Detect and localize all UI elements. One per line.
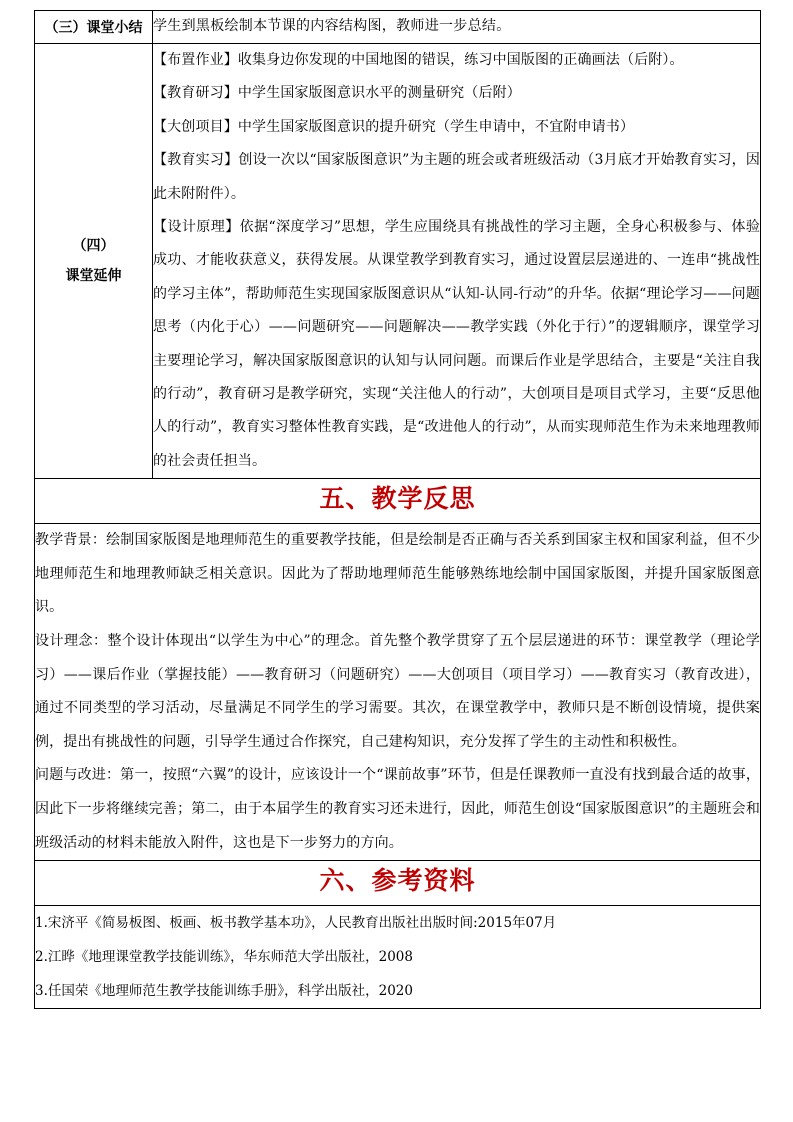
summary-text: 学生到黑板绘制本节课的内容结构图，教师进一步总结。 bbox=[153, 11, 761, 44]
document-page bbox=[34, 10, 760, 1009]
lesson-plan-table bbox=[34, 10, 761, 1009]
reference-item: 2.江晔《地理课堂教学技能训练》，华东师范大学出版社，2008 bbox=[35, 949, 413, 966]
reflection-row bbox=[35, 524, 761, 861]
extension-design-principle: 【设计原理】依据“深度学习”思想，学生应围绕具有挑战性的学习主题，全身心积极参与、体验成功、才能收获意义，获得发展。从课堂教学到教育实习，通过设置层层递进的、一连串“挑战性的学习主体”，帮助师范生实现国家版图意识从“认知-认同-行动”的升华。依据“理论学习——问题思考（内化于心）——问题研究——问题解决——教学实践（外化于行）”的逻辑顺序，课堂学习主要理论学习，解决国家版图意识的认知与认同问题。而课后作业是学思结合，主要是“关注自我的行动”，教育研习是教学研究，实现“关注他人的行动”，大创项目是项目式学习，主要“反思他人的行动”，教育实习整体性教育实践，是“改进他人的行动”，从而实现师范生作为未来地理教师的社会责任担当。 bbox=[153, 219, 760, 469]
reflection-background: 教学背景：绘制国家版图是地理师范生的重要教学技能，但是绘制是否正确与否关系到国家主权和国家利益，但不少地理师范生和地理教师缺乏相关意识。因此为了帮助地理师范生能够熟练地绘制中国国家版图，并提升国家版图意识。 bbox=[35, 532, 760, 616]
extension-content bbox=[153, 44, 761, 479]
references-heading-row bbox=[35, 861, 761, 906]
extension-row bbox=[35, 44, 761, 479]
summary-label: （三）课堂小结 bbox=[35, 11, 153, 44]
reflection-heading-row bbox=[35, 479, 761, 524]
extension-label-number: （四） bbox=[72, 238, 115, 255]
references-row bbox=[35, 906, 761, 1009]
extension-practice: 【教育实习】创设一次以“国家版图意识”为主题的班会或者班级活动（3月底才开始教育实习，因此未附附件）。 bbox=[153, 152, 760, 202]
reflection-heading-cell bbox=[35, 479, 761, 524]
summary-row bbox=[35, 11, 761, 44]
extension-label bbox=[35, 44, 153, 479]
extension-homework: 【布置作业】收集身边你发现的中国地图的错误，练习中国版图的正确画法（后附）。 bbox=[153, 52, 684, 68]
reflection-design-concept: 设计理念：整个设计体现出“以学生为中心”的理念。首先整个教学贯穿了五个层层递进的环节：课堂教学（理论学习）——课后作业（掌握技能）——教育研习（问题研究）——大创项目（项目学习）——教育实习（教育改进），通过不同类型的学习活动，尽量满足不同学生的学习需要。其次，在课堂教学中，教师只是不断创设情境，提供案例，提出有挑战性的问题，引导学生通过合作探究，自己建构知识，充分发挥了学生的主动性和积极性。 bbox=[35, 633, 760, 750]
reflection-improvement: 问题与改进：第一，按照“六翼”的设计，应该设计一个“课前故事”环节，但是任课教师一直没有找到最合适的故事，因此下一步将继续完善；第二，由于本届学生的教育实习还未进行，因此，师范生创设“国家版图意识”的主题班会和班级活动的材料未能放入附件，这也是下一步努力的方向。 bbox=[35, 767, 760, 851]
reflection-content bbox=[35, 524, 761, 861]
references-heading-cell bbox=[35, 861, 761, 906]
reflection-heading: 五、教学反思 bbox=[319, 484, 476, 514]
extension-research: 【教育研习】中学生国家版图意识水平的测量研究（后附） bbox=[153, 85, 521, 102]
reference-item: 3.任国荣《地理师范生教学技能训练手册》，科学出版社，2020 bbox=[35, 983, 413, 1000]
extension-label-title: 课堂延伸 bbox=[65, 268, 122, 285]
references-list bbox=[35, 906, 761, 1009]
references-heading: 六、参考资料 bbox=[319, 866, 476, 896]
reference-item: 1.宋济平《简易板图、板画、板书教学基本功》，人民教育出版社出版时间:2015年07月 bbox=[35, 915, 557, 932]
extension-project: 【大创项目】中学生国家版图意识的提升研究（学生申请中，不宜附申请书） bbox=[153, 118, 635, 135]
